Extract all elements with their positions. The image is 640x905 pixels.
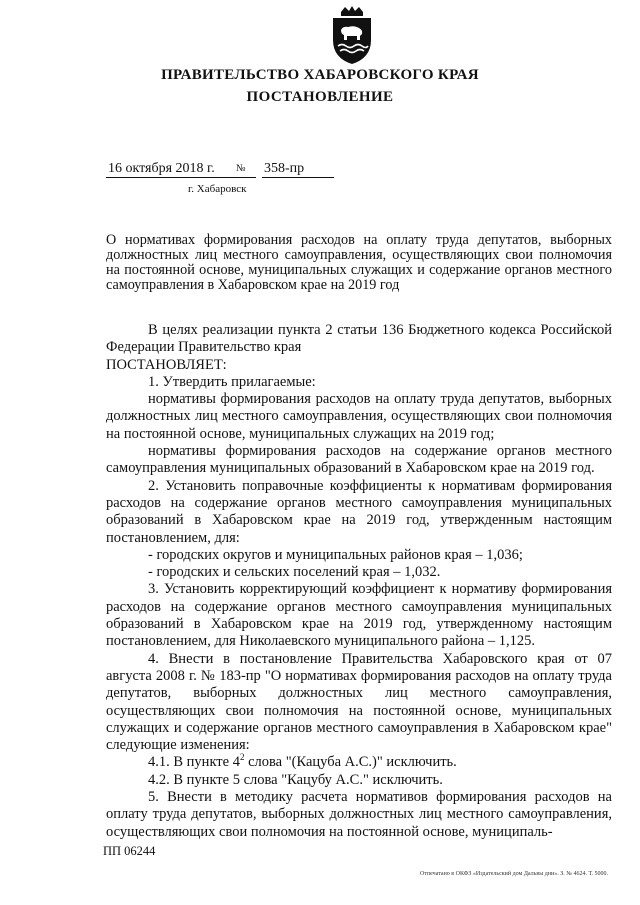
paragraph-4-2: 4.2. В пункте 5 слова "Кацубу А.С." исключить.	[148, 771, 443, 788]
paragraph-2b: - городских и сельских поселений края – 1,032.	[148, 564, 441, 581]
paragraph-1a: нормативы формирования расходов на оплату труда депутатов, выборных должностных лиц местного самоуправления, осуществляющих свои полномочия на постоянной основе, муниципальных служащих на 2019 год;	[106, 391, 612, 442]
document-number: 358-пр	[262, 160, 334, 178]
paragraph-1b: нормативы формирования расходов на содержание органов местного самоуправления муниципальных образований в Хабаровском крае на 2019 год.	[106, 443, 612, 477]
number-label: №	[236, 163, 246, 174]
document-date: 16 октября 2018 г.	[106, 160, 256, 178]
paragraph-4: 4. Внести в постановление Правительства Хабаровского края от 07 августа 2008 г. № 183-пр "О нормативах формирования расходов на оплату труда депутатов, выборных должностных лиц местного самоуправления, осуществляющих свои полномочия на постоянной основе, муниципальных служащих и содержание органов местного самоуправления в Хабаровском крае" следующие изменения:	[106, 650, 612, 754]
printer-imprint: Отпечатано в ОКФЗ «Издательский дом Дальвы дни». З. № 4624. Т. 5000.	[420, 871, 609, 877]
paragraph-4-1-start: 4.1. В пункте 4	[148, 754, 240, 771]
paragraph-1: 1. Утвердить прилагаемые:	[148, 373, 316, 390]
document-code: ПП 06244	[103, 844, 156, 858]
paragraph-2a: - городских округов и муниципальных районов края – 1,036;	[148, 546, 523, 563]
paragraph-3: 3. Установить корректирующий коэффициент к нормативу формирования расходов на содержание органов местного самоуправления муниципальных образований в Хабаровском крае на 2019 год, утвержденному настоящим постановлением, для Николаевского муниципального района – 1,125.	[106, 581, 612, 650]
government-name: ПРАВИТЕЛЬСТВО ХАБАРОВСКОГО КРАЯ	[161, 67, 479, 83]
paragraph-5: 5. Внести в методику расчета нормативов формирования расходов на оплату труда депутатов, выборных должностных лиц местного самоуправления, осуществляющих свои полномочия на постоянной основе, муниципаль-	[106, 789, 612, 840]
document-city: г. Хабаровск	[188, 183, 247, 195]
coat-of-arms-icon	[327, 6, 377, 66]
document-type: ПОСТАНОВЛЕНИЕ	[246, 89, 394, 105]
paragraph-2: 2. Установить поправочные коэффициенты к нормативам формирования расходов на содержание органов местного самоуправления муниципальных образований в Хабаровском крае на 2019 год, утвержденным настоящим постановлением, для:	[106, 477, 612, 546]
document-body	[106, 322, 612, 841]
document-title: О нормативах формирования расходов на оплату труда депутатов, выборных должностных лиц местного самоуправления, осуществляющих свои полномочия на постоянной основе, муниципальных служащих и содержание органов местного самоуправления в Хабаровском крае на 2019 год	[106, 232, 612, 293]
decree-word: ПОСТАНОВЛЯЕТ:	[106, 356, 227, 373]
paragraph-4-1	[106, 754, 612, 771]
intro-paragraph: В целях реализации пункта 2 статьи 136 Бюджетного кодекса Российской Федерации Правительство края	[106, 322, 612, 356]
paragraph-4-1-superscript: 2	[239, 752, 245, 763]
paragraph-4-1-end: слова "(Кацуба А.С.)" исключить.	[244, 754, 457, 771]
